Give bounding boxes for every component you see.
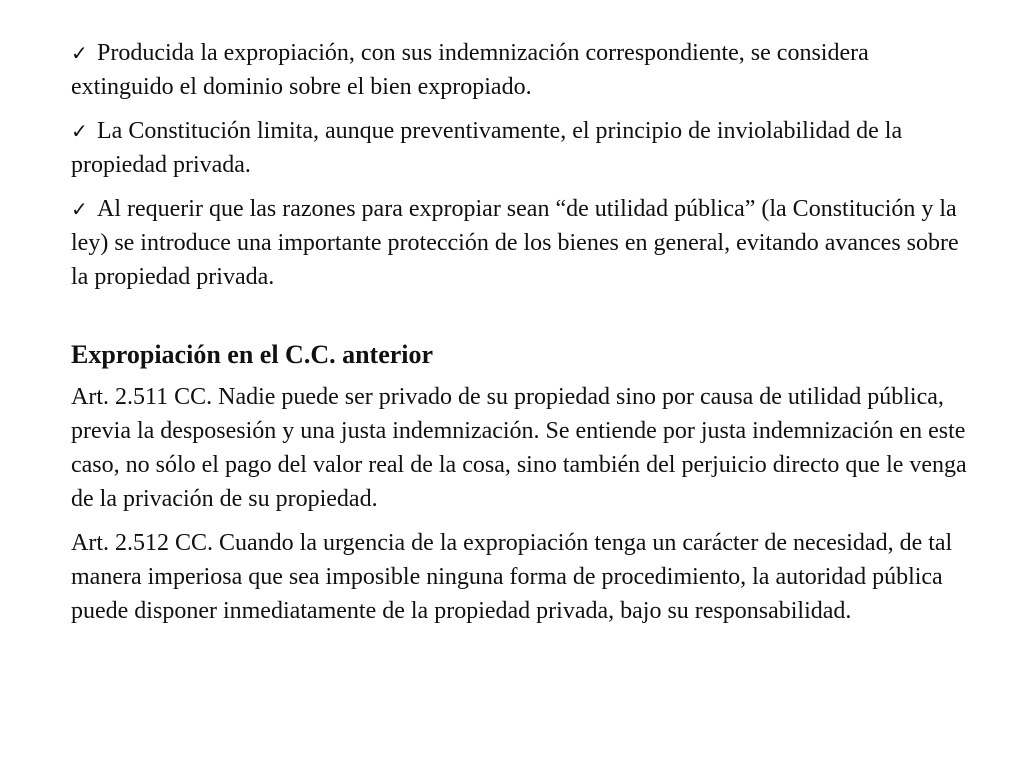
- bullet-text: Producida la expropiación, con sus indemnización correspondiente, se considera extinguido el dominio sobre el bien expropiado.: [71, 40, 869, 100]
- bullet-text: Al requerir que las razones para expropiar sean “de utilidad pública” (la Constitución y la ley) se introduce una importante protección de los bienes en general, evitando avances sobre la propiedad privada.: [71, 196, 959, 290]
- article-paragraph: Art. 2.511 CC. Nadie puede ser privado de su propiedad sino por causa de utilidad pública, previa la desposesión y una justa indemnización. Se entiende por justa indemnización en este caso, no sólo el pago del valor real de la cosa, sino también del perjuicio directo que le venga de la privación de su propiedad.: [71, 384, 967, 512]
- bullet-text: La Constitución limita, aunque preventivamente, el principio de inviolabilidad de la propiedad privada.: [71, 118, 903, 178]
- article-paragraph: Art. 2.512 CC. Cuando la urgencia de la expropiación tenga un carácter de necesidad, de tal manera imperiosa que sea imposible ninguna forma de procedimiento, la autoridad pública puede disponer inmediatamente de la propiedad privada, bajo su responsabilidad.: [71, 530, 953, 624]
- checkmark-icon: ✓: [71, 41, 88, 65]
- checkmark-icon: ✓: [71, 197, 88, 221]
- bullet-item: [71, 114, 971, 182]
- checkmark-icon: ✓: [71, 119, 88, 143]
- section-heading: Expropiación en el C.C. anterior: [71, 340, 434, 369]
- bullet-item: [71, 192, 971, 294]
- bullet-item: [71, 36, 971, 104]
